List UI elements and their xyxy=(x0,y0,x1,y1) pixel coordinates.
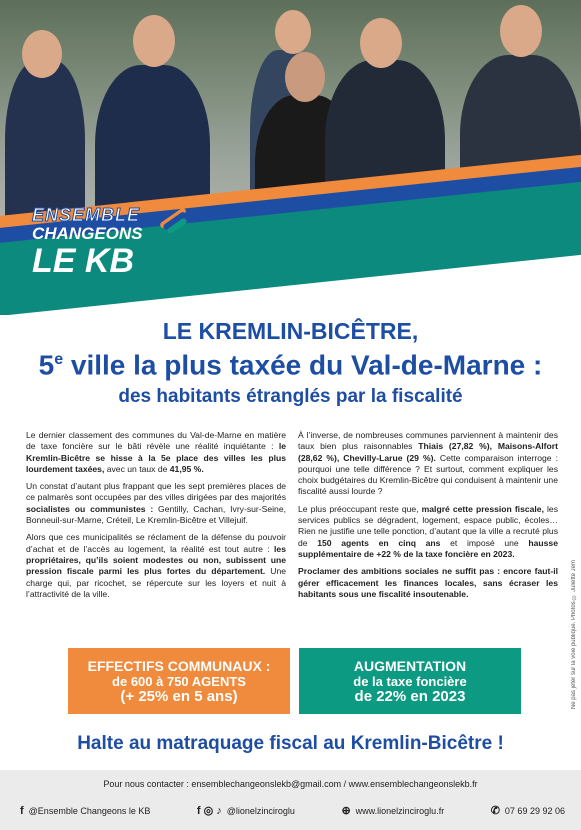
facebook-link[interactable]: f @Ensemble Changeons le KB xyxy=(20,804,151,817)
callout-title: AUGMENTATION xyxy=(353,657,467,674)
photo-credit: Ne pas jeter sur la voie publique. Photos © Juliette Jem xyxy=(571,560,577,710)
article-body xyxy=(26,430,558,606)
paragraph: Le dernier classement des communes du Val-de-Marne en matière de taxe foncière sur le bâti révèle une réalité inquiétante : le Kremlin-Bicêtre se hisse à la 5e place des villes les plus lourdement taxées, avec un taux de 41,95 %. xyxy=(26,430,286,474)
logo xyxy=(32,205,182,278)
paragraph: Un constat d’autant plus frappant que les sept premières places de ce palmarès sont occupées par des villes dirigées par des majorités socialistes ou communistes : Gentilly, Cachan, Ivry-sur-Seine, Bonneuil-sur-Marne, Créteil, Le Kremlin-Bicêtre et Villejuif. xyxy=(26,481,287,526)
tax-increase-callout xyxy=(299,648,521,714)
social-icons: f ◎ ♪ xyxy=(196,805,222,817)
callout-title: EFFECTIFS COMMUNAUX : xyxy=(87,657,271,674)
footer xyxy=(0,770,581,830)
right-column xyxy=(298,430,558,606)
callout-line: de la taxe foncière xyxy=(353,673,467,689)
staff-callout xyxy=(68,648,290,714)
contact-line: Pour nous contacter : ensemblechangeonslekb@gmail.com / www.ensemblechangeonslekb.fr xyxy=(103,779,478,789)
logo-mark-icon xyxy=(156,205,190,233)
social-link[interactable]: f ◎ ♪ @lionelzinciroglu xyxy=(196,805,295,817)
footer-links xyxy=(20,804,565,817)
hero-banner xyxy=(0,0,581,315)
phone-link[interactable]: ✆ 07 69 29 92 06 xyxy=(490,805,565,817)
globe-icon: ⊕ xyxy=(341,805,351,817)
paragraph: À l’inverse, de nombreuses communes parviennent à maintenir des taux bien plus raisonnables Thiais (27,82 %), Maisons-Alfort (28,62 %), Chevilly-Larue (29 %). Cette comparaison interroge : pourquoi une telle différence ? Et surtout, comment expliquer les choix budgétaires du Kremlin-Bicêtre qui conduisent à maintenir une fiscalité aussi lourde ? xyxy=(298,430,558,497)
callout-line: (+ 25% en 5 ans) xyxy=(120,687,238,705)
callout-line: de 22% en 2023 xyxy=(354,687,466,705)
paragraph: Proclamer des ambitions sociales ne suffit pas : encore faut-il gérer efficacement les finances locales, sans écraser les habitants sous une fiscalité insoutenable. xyxy=(298,566,558,599)
headline xyxy=(0,318,581,409)
paragraph: Le plus préoccupant reste que, malgré cette pression fiscale, les services publics se dégradent, logement, espace public, écoles… Rien ne justifie une telle ponction, d’autant que la ville a recruté plus de 150 agents en cinq ans et imposé une hausse supplémentaire de +22 % de la taxe foncière en 2023. xyxy=(298,503,558,559)
facebook-icon: f xyxy=(20,804,24,817)
logo-line-2: CHANGEONS xyxy=(32,224,143,243)
logo-line-1: ENSEMBLE xyxy=(32,205,141,225)
headline-line-3: des habitants étranglés par la fiscalité xyxy=(118,386,463,408)
left-column xyxy=(26,430,286,606)
logo-line-3: LE KB xyxy=(32,242,134,280)
phone-icon: ✆ xyxy=(490,805,500,817)
headline-line-1: LE KREMLIN-BICÊTRE, xyxy=(162,318,419,344)
website-link[interactable]: ⊕ www.lionelzinciroglu.fr xyxy=(341,805,445,817)
headline-line-2: 5e ville la plus taxée du Val-de-Marne : xyxy=(38,349,543,381)
callout-line: de 600 à 750 AGENTS xyxy=(112,673,246,689)
slogan: Halte au matraquage fiscal au Kremlin-Bicêtre ! xyxy=(77,733,504,754)
paragraph: Alors que ces municipalités se réclament de la défense du pouvoir d’achat et de l’accès au logement, la réalité est tout autre : les propriétaires, qu’ils soient modestes ou non, subissent une pression fiscale parmi les plus fortes du département. Une charge qui, par ricochet, se répercute sur les loyers et nuit à l’attractivité de la ville. xyxy=(26,532,287,599)
